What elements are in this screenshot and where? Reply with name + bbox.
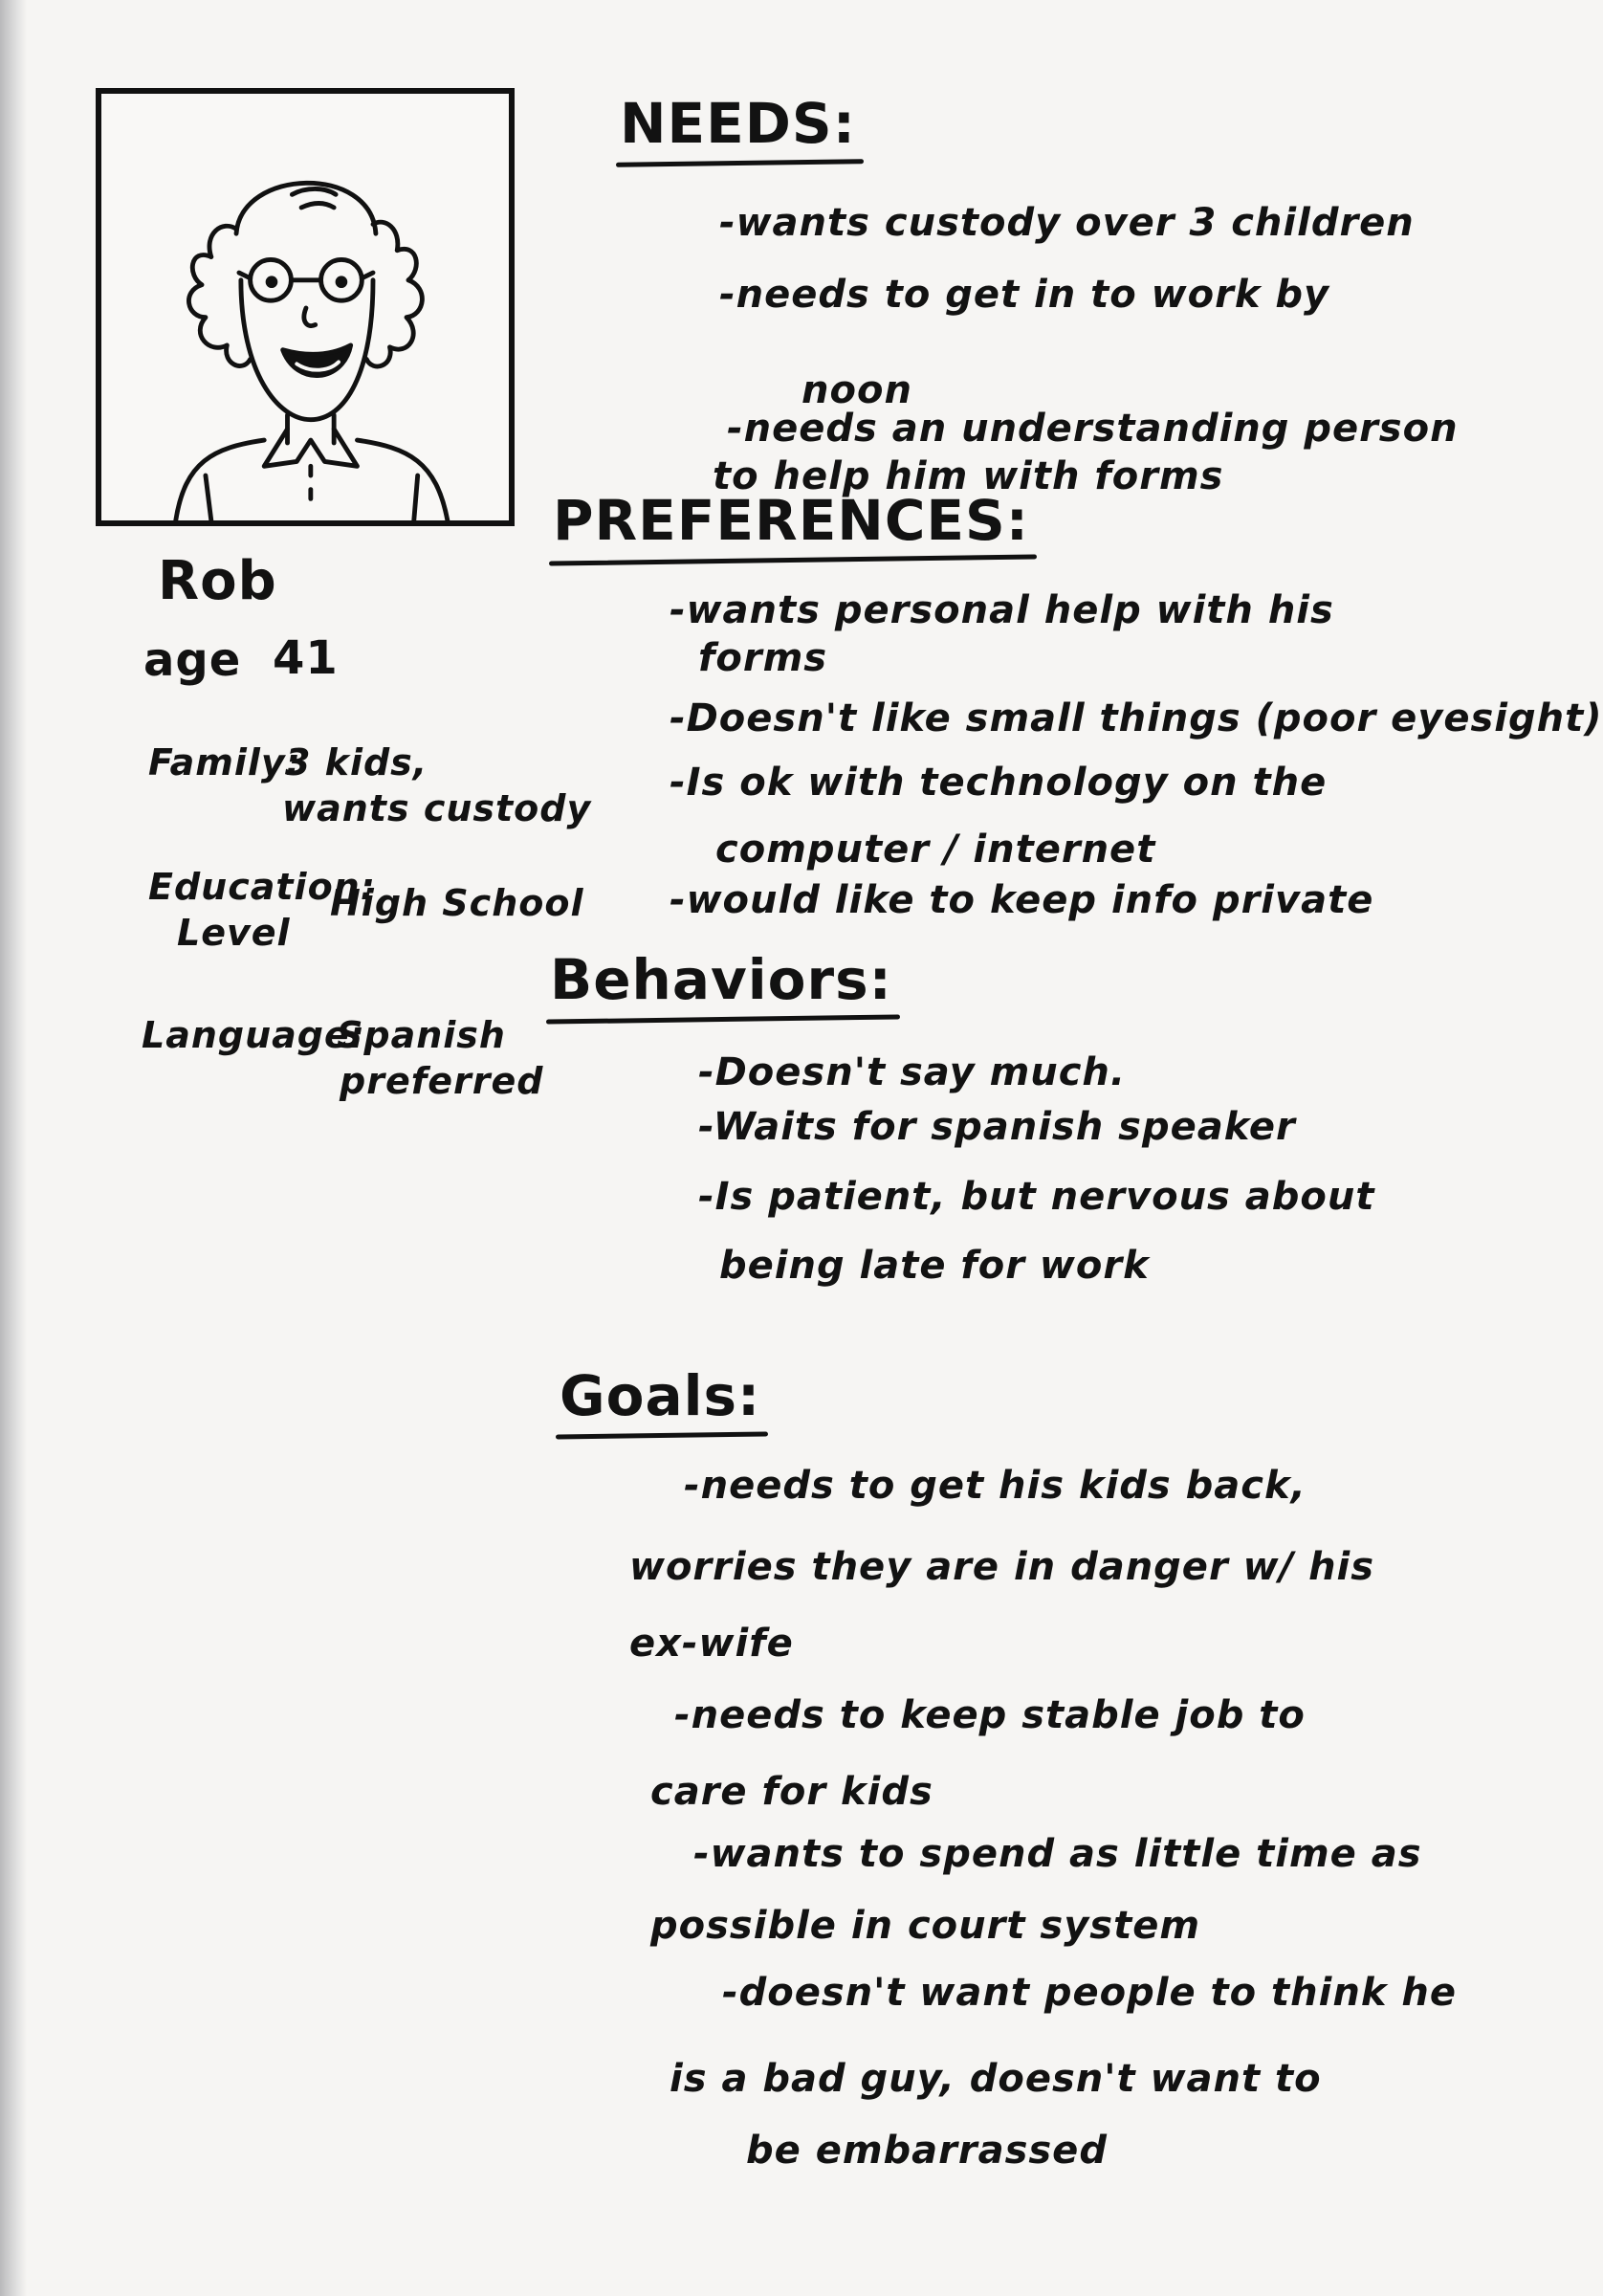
behaviors-heading: Behaviors: bbox=[550, 947, 892, 1012]
preferences-item: -Is ok with technology on the bbox=[670, 761, 1328, 805]
family-value-line2: wants custody bbox=[282, 787, 592, 829]
behaviors-item: -Is patient, but nervous about bbox=[698, 1175, 1375, 1219]
needs-item: to help him with forms bbox=[713, 454, 1224, 498]
behaviors-item: -Doesn't say much. bbox=[698, 1050, 1127, 1094]
family-label: Family: bbox=[148, 741, 301, 784]
education-label: Education: bbox=[148, 866, 376, 908]
persona-age-value: 41 bbox=[273, 631, 339, 685]
goals-item: -wants to spend as little time as bbox=[693, 1832, 1422, 1876]
needs-item: noon bbox=[802, 368, 912, 412]
preferences-item: -Doesn't like small things (poor eyesight) bbox=[670, 696, 1603, 740]
preferences-item: forms bbox=[698, 636, 828, 680]
goals-item: be embarrassed bbox=[746, 2129, 1108, 2173]
goals-item: worries they are in danger w/ his bbox=[629, 1545, 1375, 1589]
persona-portrait-frame bbox=[96, 88, 515, 526]
goals-item: -needs to keep stable job to bbox=[674, 1693, 1306, 1737]
preferences-item: -wants personal help with his bbox=[670, 588, 1334, 632]
goals-item: ex-wife bbox=[629, 1622, 794, 1666]
paper-edge-shadow bbox=[0, 0, 27, 2296]
preferences-item: -would like to keep info private bbox=[670, 878, 1374, 922]
needs-heading: NEEDS: bbox=[620, 91, 856, 156]
family-value-line1: 3 kids, bbox=[285, 741, 428, 784]
goals-item: -needs to get his kids back, bbox=[684, 1464, 1307, 1508]
education-label-line2: Level bbox=[177, 912, 291, 954]
preferences-item: computer / internet bbox=[715, 828, 1156, 872]
goals-heading: Goals: bbox=[560, 1363, 761, 1428]
needs-item: -wants custody over 3 children bbox=[719, 201, 1415, 245]
needs-item: -needs an understanding person bbox=[727, 407, 1459, 451]
behaviors-item: being late for work bbox=[719, 1244, 1150, 1288]
goals-item: possible in court system bbox=[650, 1904, 1201, 1948]
education-value: High School bbox=[330, 882, 584, 924]
persona-sketch bbox=[101, 94, 509, 520]
goals-item: care for kids bbox=[650, 1770, 933, 1814]
behaviors-item: -Waits for spanish speaker bbox=[698, 1105, 1296, 1149]
goals-item: -doesn't want people to think he bbox=[722, 1971, 1457, 2015]
language-value-line2: preferred bbox=[340, 1060, 544, 1102]
goals-item: is a bad guy, doesn't want to bbox=[670, 2057, 1322, 2101]
persona-name: Rob bbox=[158, 550, 277, 612]
persona-age-label: age bbox=[143, 633, 242, 687]
preferences-heading: PREFERENCES: bbox=[553, 488, 1030, 553]
language-label: Language: bbox=[142, 1014, 365, 1056]
needs-item: -needs to get in to work by bbox=[719, 273, 1330, 317]
language-value-line1: Spanish bbox=[337, 1014, 506, 1056]
